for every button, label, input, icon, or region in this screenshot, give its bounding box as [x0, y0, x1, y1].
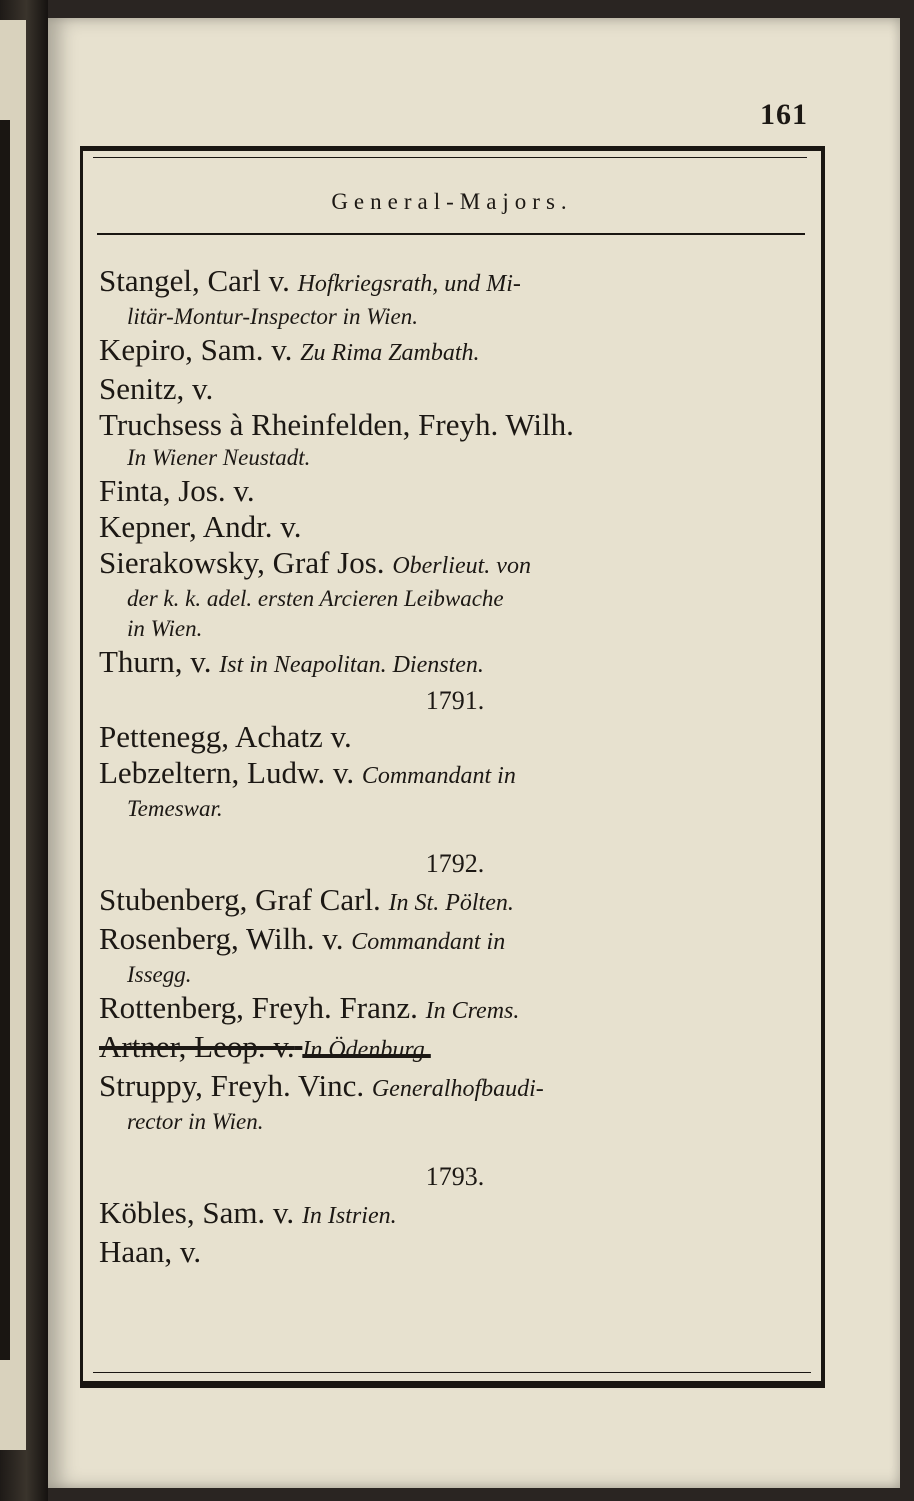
frame-inner-rule-top [93, 157, 807, 158]
entry-continuation: in Wien. [127, 616, 203, 641]
entry-line [99, 263, 811, 302]
entry-name: Haan, v. [99, 1234, 202, 1269]
entry-note: Ist in Neapolitan. Diensten. [219, 652, 484, 678]
entry-note: In Ödenburg. [302, 1037, 431, 1063]
entry-name: Finta, Jos. v. [99, 473, 255, 508]
entry-note: In Crems. [425, 998, 520, 1024]
entry-name: Truchsess à Rheinfelden, Freyh. Wilh. [99, 407, 574, 442]
entry-line [99, 755, 811, 794]
entry-note: Commandant in [351, 929, 506, 955]
entry-name: Rosenberg, Wilh. v. [99, 921, 344, 956]
entry-continuation: In Wiener Neustadt. [127, 445, 311, 470]
adjacent-page-rule [0, 120, 10, 1360]
entry-line [99, 921, 811, 960]
entry-continuation: Temeswar. [127, 796, 223, 821]
year-heading: 1792. [425, 849, 485, 878]
year-heading: 1791. [425, 686, 485, 715]
page-number: 161 [760, 98, 808, 131]
entry-note: In Istrien. [301, 1203, 397, 1229]
entry-line [99, 644, 811, 683]
entry-note: Zu Rima Zambath. [300, 340, 480, 366]
entry-note: Oberlieut. von [392, 553, 531, 579]
entry-line [99, 473, 811, 509]
entry-line [99, 990, 811, 1029]
entry-name: Lebzeltern, Ludw. v. [99, 755, 355, 790]
entry-name: Stangel, Carl v. [99, 263, 290, 298]
entry-line [99, 371, 811, 407]
entry-name: Struppy, Freyh. Vinc. [99, 1068, 365, 1103]
spacer [99, 824, 811, 846]
entry-note: In St. Pölten. [388, 890, 514, 916]
entry-line [99, 1068, 811, 1107]
entry-line [99, 407, 811, 443]
entry-line [99, 719, 811, 755]
entry-line [99, 1195, 811, 1234]
entry-line [99, 1234, 811, 1270]
entry-list [99, 263, 811, 1270]
entry-line [99, 332, 811, 371]
entry-line [99, 545, 811, 584]
entry-name: Stubenberg, Graf Carl. [99, 882, 381, 917]
section-heading: General-Majors. [331, 189, 573, 214]
entry-continuation: litär-Montur-Inspector in Wien. [127, 304, 419, 329]
entry-line [99, 882, 811, 921]
entry-name: Kepner, Andr. v. [99, 509, 302, 544]
entry-name: Pettenegg, Achatz v. [99, 719, 352, 754]
spacer [99, 1137, 811, 1159]
entry-continuation: der k. k. adel. ersten Arcieren Leibwache [127, 586, 504, 611]
heading-rule [97, 233, 805, 235]
struck-entry-line [99, 1029, 811, 1068]
entry-name: Köbles, Sam. v. [99, 1195, 295, 1230]
frame-inner-rule-bottom [93, 1372, 811, 1373]
year-heading: 1793. [425, 1162, 485, 1191]
entry-continuation: Issegg. [127, 962, 192, 987]
entry-name: Sierakowsky, Graf Jos. [99, 545, 385, 580]
book-page [48, 18, 900, 1488]
entry-name: Rottenberg, Freyh. Franz. [99, 990, 418, 1025]
adjacent-page-edge [0, 0, 48, 1501]
entry-name: Artner, Leop. v. [99, 1029, 295, 1064]
entry-continuation: rector in Wien. [127, 1109, 264, 1134]
entry-note: Commandant in [361, 763, 516, 789]
entry-line [99, 509, 811, 545]
entry-note: Generalhofbaudi- [371, 1076, 544, 1102]
entry-name: Kepiro, Sam. v. [99, 332, 293, 367]
entry-name: Thurn, v. [99, 644, 212, 679]
register-frame [80, 146, 825, 1388]
entry-note: Hofkriegsrath, und Mi- [297, 271, 521, 297]
entry-name: Senitz, v. [99, 371, 214, 406]
